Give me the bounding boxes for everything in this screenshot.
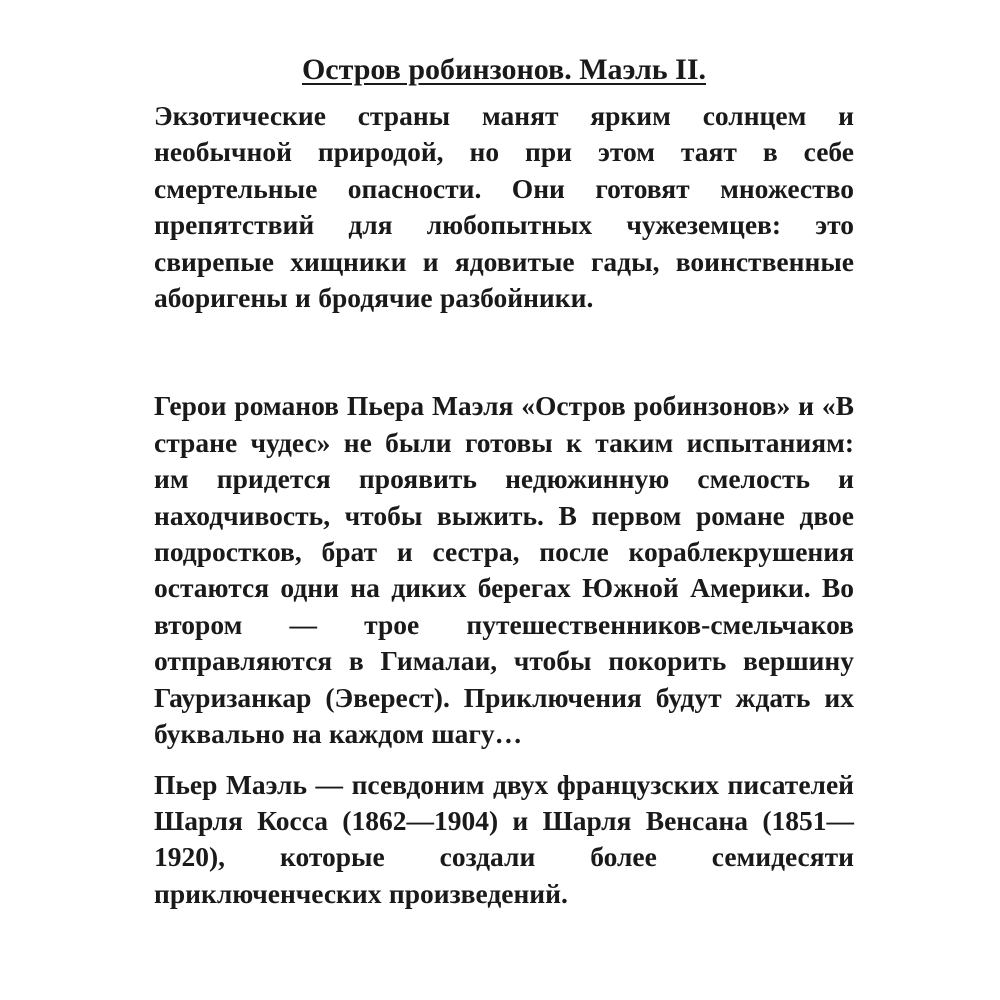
paragraph-plot: Герои романов Пьера Маэля «Остров робинзонов» и «В стране чудес» не были готовы к таким испытаниям: им придется проявить недюжинную смелость и находчивость, чтобы выжить. В первом романе двое подростков, брат и сестра, после кораблекрушения остаются одни на диких берегах Южной Америки. Во втором — трое путешественников-смельчаков отправляются в Гималаи, чтобы покорить вершину Гауризанкар (Эверест). Приключения будут ждать их буквально на каждом шагу…: [154, 390, 854, 750]
paragraph-intro: Экзотические страны манят ярким солнцем и необычной природой, но при этом таят в себе смертельные опасности. Они готовят множество препятствий для любопытных чужеземцев: это свирепые хищники и ядовитые гады, воинственные аборигены и бродячие разбойники.: [154, 100, 854, 314]
document-title: Остров робинзонов. Маэль II.: [301, 53, 707, 86]
paragraph-author: Пьер Маэль — псевдоним двух французских писателей Шарля Косса (1862—1904) и Шарля Венсана (1851—1920), которые создали более семидесяти приключенческих произведений.: [154, 768, 854, 909]
document-page: [154, 52, 854, 912]
